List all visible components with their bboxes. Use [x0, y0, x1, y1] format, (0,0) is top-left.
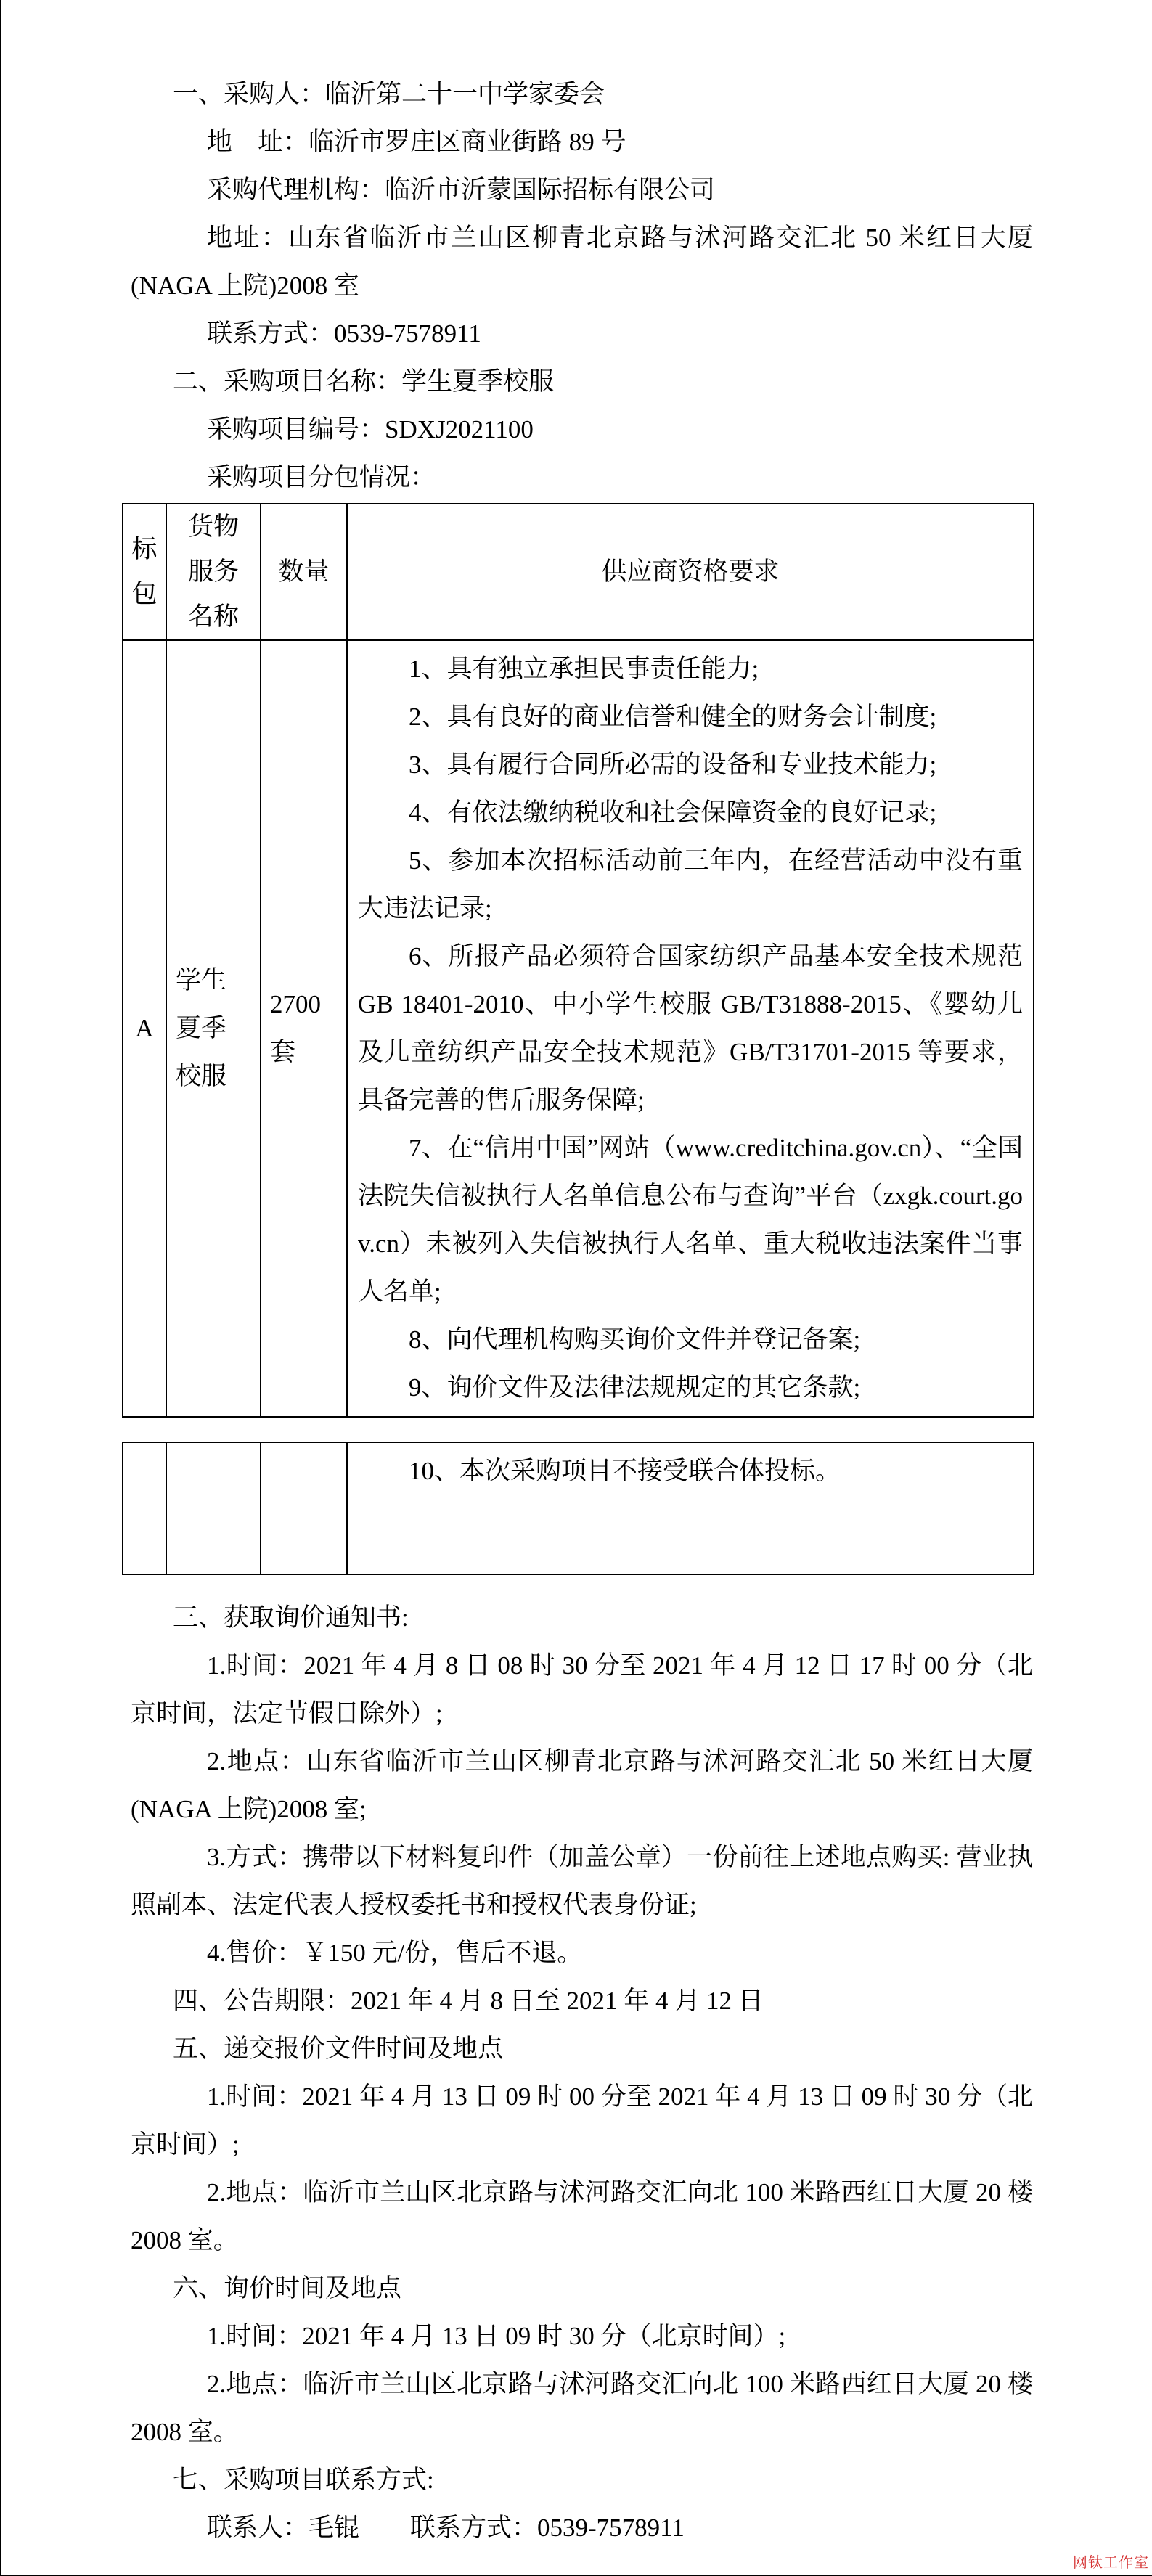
s6-time-line: 1.时间：2021 年 4 月 13 日 09 时 30 分（北京时间）;	[207, 2322, 786, 2350]
requirement-item: 7、在“信用中国”网站（www.creditchina.gov.cn）、“全国法院失信被执行人名单信息公布与查询”平台（zxgk.court.gov.cn）未被列入失信被执行人名单、重大税收违法案件当事人名单;	[358, 1134, 1023, 1306]
col-header-goods-name: 货物服务名称	[166, 504, 261, 640]
project-name-line: 二、采购项目名称：学生夏季校服	[173, 367, 555, 396]
requirement-item: 9、询价文件及法律法规规定的其它条款;	[409, 1373, 861, 1402]
agency-line: 采购代理机构：临沂市沂蒙国际招标有限公司	[207, 176, 716, 204]
requirement-item: 3、具有履行合同所必需的设备和专业技术能力;	[409, 751, 937, 779]
joint-bid-row	[123, 1442, 1034, 1574]
goods-name-cell: 学生夏季校服	[166, 640, 261, 1417]
package-table-header-row	[123, 504, 1034, 640]
empty-quantity-cell	[261, 1442, 347, 1574]
requirement-item: 4、有依法缴纳税收和社会保障资金的良好记录;	[409, 798, 937, 827]
col-header-quantity: 数量	[261, 504, 347, 640]
s3-method-line: 3.方式：携带以下材料复印件（加盖公章）一份前往上述地点购买: 营业执照副本、法定代表人授权委托书和授权代表身份证;	[131, 1843, 1033, 1919]
package-table	[122, 503, 1034, 1418]
s5-time-line: 1.时间：2021 年 4 月 13 日 09 时 00 分至 2021 年 4 月 13 日 09 时 30 分（北京时间）;	[131, 2082, 1033, 2159]
section-7-title: 七、采购项目联系方式:	[173, 2466, 434, 2494]
page-left-border	[0, 0, 1, 2576]
package-row-a	[123, 640, 1034, 1417]
requirement-item: 10、本次采购项目不接受联合体投标。	[409, 1457, 841, 1485]
purchaser-address-line: 地 址：临沂市罗庄区商业街路 89 号	[207, 128, 626, 156]
project-number-line: 采购项目编号：SDXJ2021100	[207, 415, 534, 443]
requirement-item: 1、具有独立承担民事责任能力;	[409, 655, 759, 683]
document-content	[122, 70, 1033, 2552]
empty-bid-cell	[123, 1442, 166, 1574]
requirement-item: 5、参加本次招标活动前三年内，在经营活动中没有重大违法记录;	[358, 846, 1023, 923]
sections-block	[122, 1594, 1033, 2552]
agency-address-line: 地址：山东省临沂市兰山区柳青北京路与沭河路交汇北 50 米红日大厦(NAGA 上院)2008 室	[131, 224, 1033, 300]
section-4-announcement-period: 四、公告期限：2021 年 4 月 8 日至 2021 年 4 月 12 日	[173, 1987, 764, 2015]
joint-bid-table	[122, 1442, 1034, 1575]
s5-location-line: 2.地点：临沂市兰山区北京路与沭河路交汇向北 100 米路西红日大厦 20 楼 2008 室。	[131, 2178, 1033, 2254]
col-header-qualification: 供应商资格要求	[347, 504, 1034, 640]
s3-location-line: 2.地点：山东省临沂市兰山区柳青北京路与沭河路交汇北 50 米红日大厦(NAGA 上院)2008 室;	[131, 1747, 1033, 1823]
quantity-cell: 2700 套	[261, 640, 347, 1417]
requirement-item: 6、所报产品必须符合国家纺织产品基本安全技术规范 GB 18401-2010、中小学生校服 GB/T31888-2015、《婴幼儿及儿童纺织产品安全技术规范》GB/T31701-2015 等要求，具备完善的售后服务保障;	[358, 942, 1023, 1114]
joint-bid-cell	[347, 1442, 1034, 1574]
subpackage-label-line: 采购项目分包情况：	[207, 463, 436, 491]
studio-watermark: 网钛工作室	[1073, 2555, 1149, 2571]
s6-location-line: 2.地点：临沂市兰山区北京路与沭河路交汇向北 100 米路西红日大厦 20 楼 2008 室。	[131, 2370, 1033, 2446]
contact-line: 联系方式：0539-7578911	[207, 319, 481, 348]
s3-time-line: 1.时间：2021 年 4 月 8 日 08 时 30 分至 2021 年 4 月 12 日 17 时 00 分（北京时间，法定节假日除外）;	[131, 1651, 1033, 1727]
purchaser-line: 一、采购人：临沂第二十一中学家委会	[173, 80, 605, 108]
bid-package-cell: A	[123, 640, 166, 1417]
contact-person-line: 联系人：毛锟 联系方式：0539-7578911	[207, 2514, 685, 2542]
intro-block	[122, 70, 1033, 502]
requirement-item: 2、具有良好的商业信誉和健全的财务会计制度;	[409, 703, 937, 731]
section-5-title: 五、递交报价文件时间及地点	[173, 2035, 504, 2063]
empty-goods-cell	[166, 1442, 261, 1574]
section-3-title: 三、获取询价通知书:	[173, 1603, 409, 1632]
s3-price-line: 4.售价：￥150 元/份，售后不退。	[207, 1939, 583, 1967]
section-6-title: 六、询价时间及地点	[173, 2274, 402, 2302]
requirement-item: 8、向代理机构购买询价文件并登记备案;	[409, 1325, 861, 1354]
requirements-cell	[347, 640, 1034, 1417]
col-header-bid-package: 标包	[123, 504, 166, 640]
